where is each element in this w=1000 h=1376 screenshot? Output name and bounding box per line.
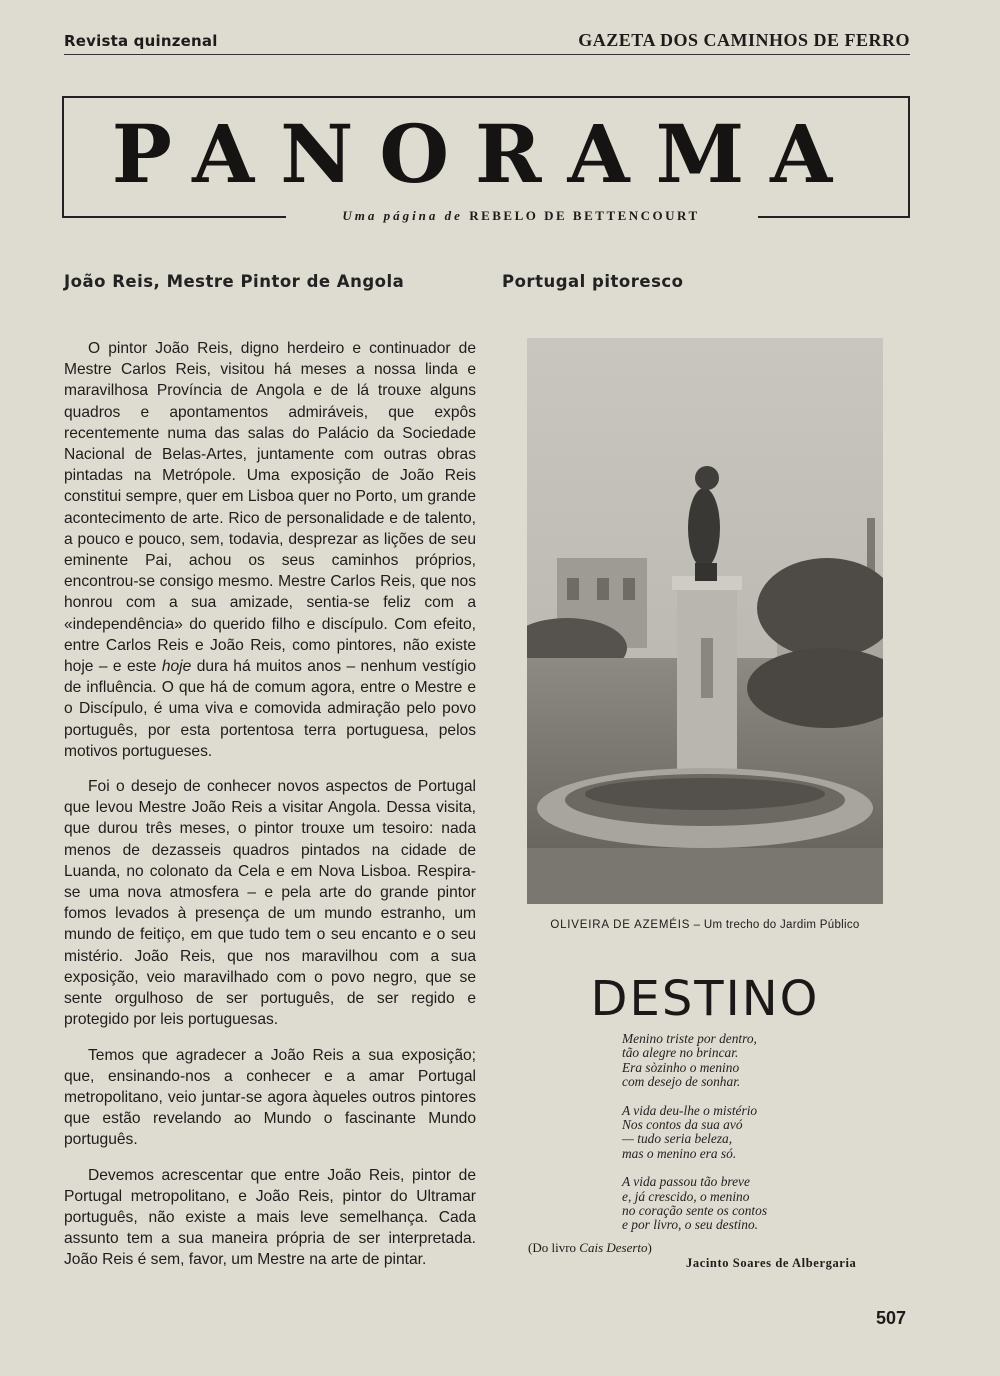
running-header [64, 30, 910, 55]
caption-place: OLIVEIRA DE AZEMÉIS [550, 919, 691, 931]
poem-stanza [622, 1175, 902, 1233]
right-article-title: Portugal pitoresco [502, 272, 684, 291]
caption-description: – Um trecho do Jardim Público [690, 919, 860, 931]
poem-line: — tudo seria beleza, [622, 1131, 733, 1147]
poem-line: e por livro, o seu destino. [622, 1217, 758, 1233]
article-paragraph: Temos que agradecer a João Reis a sua exposição; que, ensinando-nos a conhecer e a amar Portugal metropolitano, veio juntar-se agora àqueles outros pintores que estão revelando ao Mundo o fascinante Mundo português. [64, 1046, 476, 1149]
poem-line: no coração sente os contos [622, 1203, 768, 1219]
poem-body [622, 1032, 902, 1247]
poem-stanza [622, 1104, 902, 1162]
poem-line: Menino triste por dentro, [622, 1031, 757, 1046]
byline-author: REBELO DE BETTENCOURT [469, 208, 700, 223]
photo-illustration [527, 338, 883, 904]
poem-author: Jacinto Soares de Albergaria [686, 1256, 857, 1270]
source-book-title: Cais Deserto [579, 1240, 648, 1255]
byline-prefix: Uma página de [342, 208, 463, 223]
emphasis-word: hoje [161, 658, 192, 676]
page-number: 507 [876, 1308, 907, 1328]
masthead-rule-left [62, 216, 288, 218]
poem-stanza [622, 1032, 902, 1090]
poem-source: (Do livro Cais Deserto) [528, 1240, 652, 1255]
poem-line: A vida deu-lhe o mistério [622, 1102, 758, 1118]
header-publication-title: GAZETA DOS CAMINHOS DE FERRO [578, 30, 910, 50]
article-paragraph: Devemos acrescentar que entre João Reis, pintor de Portugal metropolitano, e João Reis, pintor do Ultramar português, não existe a mais leve semelhança. Cada assunto tem a sua maneira própria de ser interpretada. João Reis é sem, favor, um Mestre na arte de pintar. [64, 1166, 476, 1269]
masthead [62, 96, 908, 218]
masthead-byline [286, 208, 756, 224]
masthead-title: PANORAMA [111, 107, 859, 201]
masthead-rule-right [758, 216, 908, 218]
poem-line: tão alegre no brincar. [622, 1045, 739, 1061]
poem-line: A vida passou tão breve [622, 1174, 750, 1190]
article-paragraph: Foi o desejo de conhecer novos aspectos de Portugal que levou Mestre João Reis a visitar Angola. Dessa visita, que durou três meses, o pintor trouxe um tesoiro: nada menos de dezasseis quadros pintados na cidade de Luanda, no colonato da Cela e em Nova Lisboa. Respira-se uma nova atmosfera – e pela arte do grande pintor fomos levados à presença de um mundo estranho, um mundo de feitiço, em que tudo tem o seu encanto e o seu mistério. João Reis, que nos maravilhou com a sua exposição, veio maravilhado com o povo negro, que se sente orgulhoso de ser português, de ser regido e protegido por leis portuguesas. [64, 778, 476, 1029]
poem-line: Nos contos da sua avó [622, 1117, 743, 1133]
poem-title: DESTINO [590, 971, 820, 1027]
garden-statue-photo [527, 338, 883, 904]
poem-line: Era sòzinho o menino [622, 1059, 740, 1075]
photo-caption [500, 919, 910, 931]
left-article-title: João Reis, Mestre Pintor de Angola [64, 272, 405, 291]
poem-line: e, já crescido, o menino [622, 1188, 750, 1204]
poem-line: mas o menino era só. [622, 1145, 737, 1161]
header-periodicity: Revista quinzenal [64, 32, 218, 50]
left-article-body [64, 338, 476, 1285]
poem-line: com desejo de sonhar. [622, 1074, 741, 1090]
article-paragraph: O pintor João Reis, digno herdeiro e continuador de Mestre Carlos Reis, visitou há meses a nossa linda e maravilhosa Província de Angola e de lá trouxe alguns quadros e apontamentos admiráveis, que expôs recentemente numa das salas do Palácio da Sociedade Nacional de Belas-Artes, juntamente com outras obras pintadas na Metrópole. Uma exposição de João Reis constitui sempre, quer em Lisboa quer no Porto, um grande acontecimento de arte. Rico de personalidade e de talento, a pouco e pouco, sem, todavia, desprezar as lições de seu eminente Pai, achou os seus caminhos próprios, encontrou-se consigo mesmo. Mestre Carlos Reis, que nos honrou com a sua amizade, sentia-se feliz com a «independência» do querido filho e discípulo. Com efeito, entre Carlos Reis e João Reis, como pintores, não existe hoje – e este hoje dura há muitos anos – nenhum vestígio de influência. O que há de comum agora, entre o Mestre e o Discípulo, é uma viva e comovida admiração pelo povo português, por esta portentosa terra portuguesa, pelos motivos portugueses. [64, 340, 477, 760]
